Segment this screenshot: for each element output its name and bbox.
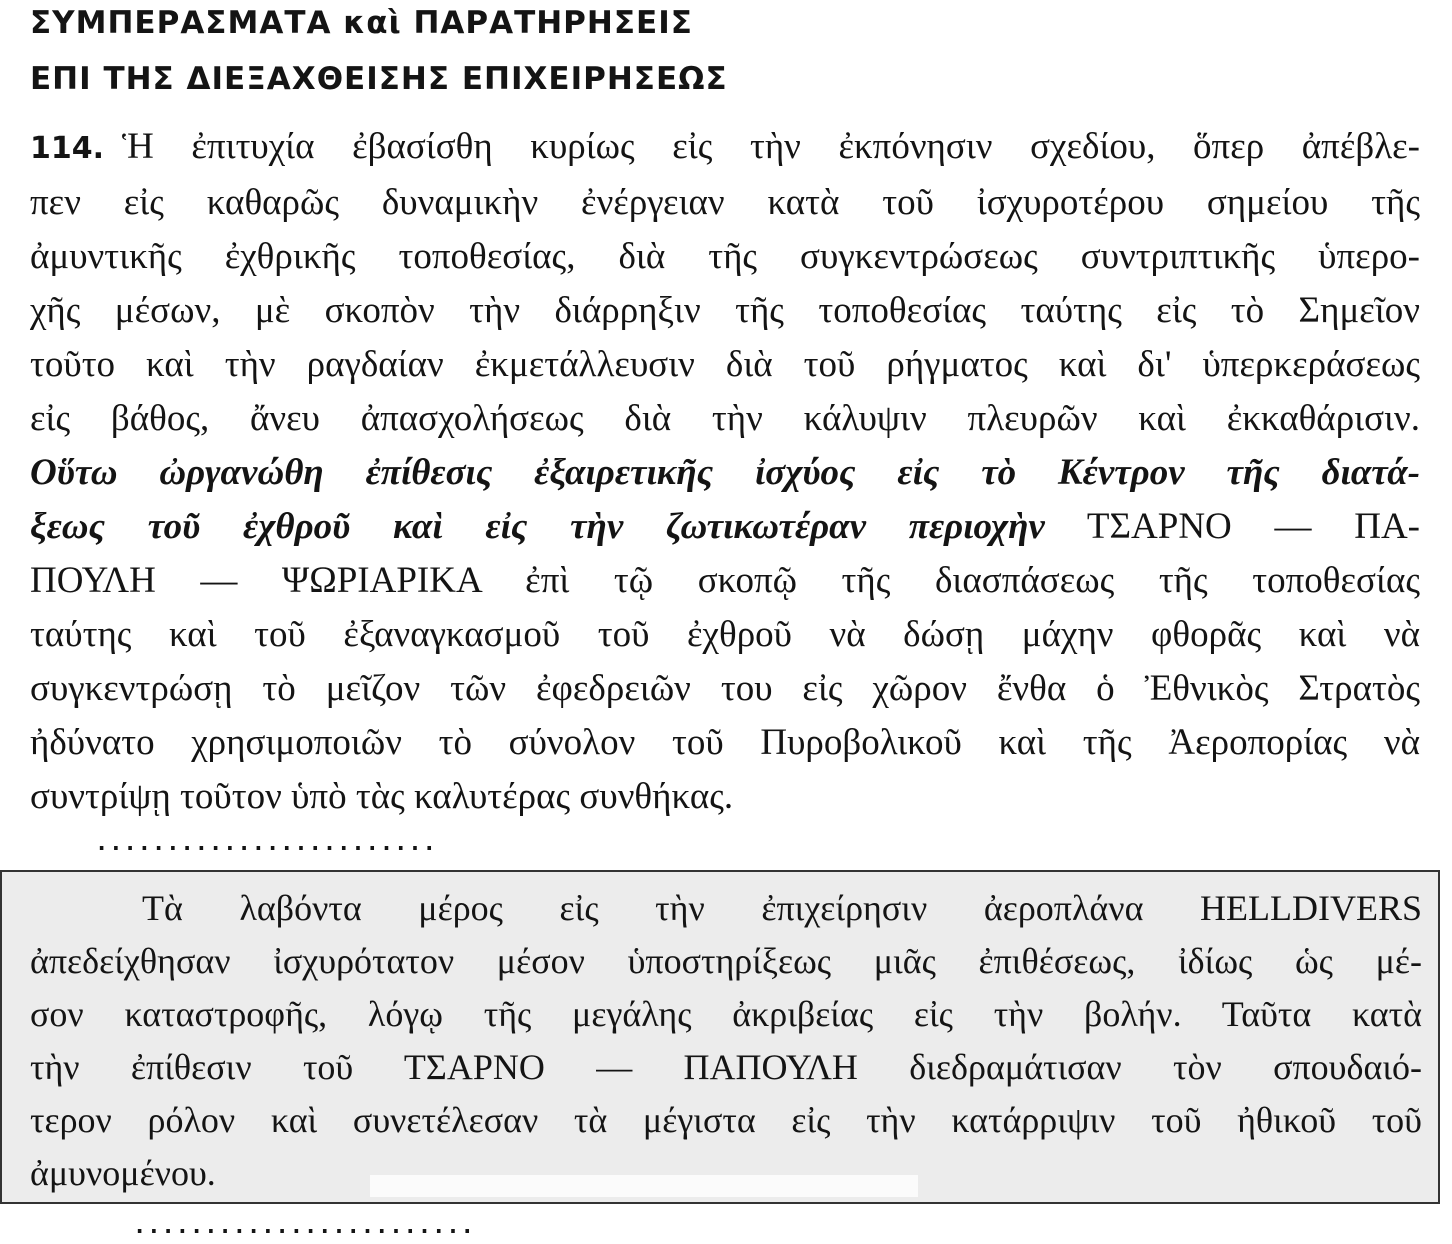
dotted-separator: ........................ bbox=[133, 1214, 475, 1239]
paragraph-line: συγκεντρώσῃ τὸ μεῖζον τῶν ἐφεδρειῶν του εἰς χῶρον ἔνθα ὁ Ἐθνικὸς Στρατὸς bbox=[30, 668, 1420, 709]
note-line: ἀπεδείχθησαν ἰσχυρότατον μέσον ὑποστηρίξεως μιᾶς ἐπιθέσεως, ἰδίως ὡς μέ- bbox=[30, 941, 1422, 981]
heading-line-2: ΕΠΙ ΤΗΣ ΔΙΕΞΑΧΘΕΙΣΗΣ ΕΠΙΧΕΙΡΗΣΕΩΣ bbox=[30, 61, 728, 97]
paragraph-line bbox=[30, 505, 1420, 549]
paragraph-line: εἰς βάθος, ἄνευ ἀπασχολήσεως διὰ τὴν κάλυψιν πλευρῶν καὶ ἐκκαθάρισιν. bbox=[30, 398, 1420, 439]
note-line: ἀμυνομένου. bbox=[30, 1153, 216, 1193]
paragraph-line: ἠδύνατο χρησιμοποιῶν τὸ σύνολον τοῦ Πυροβολικοῦ καὶ τῆς Ἀεροπορίας νὰ bbox=[30, 722, 1420, 763]
paragraph-number: 114. bbox=[30, 131, 105, 166]
paragraph-line-emphasis: Οὕτω ὠργανώθη ἐπίθεσις ἐξαιρετικῆς ἰσχύος εἰς τὸ Κέντρον τῆς διατά- bbox=[30, 452, 1420, 493]
scan-highlight-strip bbox=[370, 1175, 918, 1197]
heading-line-1: ΣΥΜΠΕΡΑΣΜΑΤΑ καὶ ΠΑΡΑΤΗΡΗΣΕΙΣ bbox=[30, 5, 693, 41]
paragraph-text: Ἡ ἐπιτυχία ἐβασίσθη κυρίως εἰς τὴν ἐκπόνησιν σχεδίου, ὅπερ ἀπέβλε- bbox=[122, 126, 1420, 167]
dotted-separator: ........................ bbox=[95, 831, 437, 856]
paragraph-line bbox=[30, 125, 1420, 171]
note-box bbox=[0, 870, 1440, 1204]
note-line: σον καταστροφῆς, λόγῳ τῆς μεγάλης ἀκριβείας εἰς τὴν βολήν. Ταῦτα κατὰ bbox=[30, 994, 1422, 1034]
note-line: Τὰ λαβόντα μέρος εἰς τὴν ἐπιχείρησιν ἀεροπλάνα HELLDIVERS bbox=[142, 888, 1422, 928]
paragraph-line: ΠΟΥΛΗ — ΨΩΡΙΑΡΙΚΑ ἐπὶ τῷ σκοπῷ τῆς διασπάσεως τῆς τοποθεσίας bbox=[30, 560, 1420, 601]
paragraph-emphasis: ξεως τοῦ ἐχθροῦ καὶ εἰς τὴν ζωτικωτέραν περιοχὴν bbox=[30, 506, 1045, 547]
paragraph-line: ἀμυντικῆς ἐχθρικῆς τοποθεσίας, διὰ τῆς συγκεντρώσεως συντριπτικῆς ὑπερο- bbox=[30, 236, 1420, 277]
note-line: τὴν ἐπίθεσιν τοῦ ΤΣΑΡΝΟ — ΠΑΠΟΥΛΗ διεδραμάτισαν τὸν σπουδαιό- bbox=[30, 1047, 1422, 1087]
paragraph-text: ΤΣΑΡΝΟ — ΠΑ- bbox=[1086, 506, 1420, 547]
paragraph-line: πεν εἰς καθαρῶς δυναμικὴν ἐνέργειαν κατὰ τοῦ ἰσχυροτέρου σημείου τῆς bbox=[30, 182, 1420, 223]
paragraph-line: ταύτης καὶ τοῦ ἐξαναγκασμοῦ τοῦ ἐχθροῦ νὰ δώσῃ μάχην φθορᾶς καὶ νὰ bbox=[30, 614, 1420, 655]
paragraph-line: τοῦτο καὶ τὴν ραγδαίαν ἐκμετάλλευσιν διὰ τοῦ ρήγματος καὶ δι' ὑπερκεράσεως bbox=[30, 344, 1420, 385]
note-line: τερον ρόλον καὶ συνετέλεσαν τὰ μέγιστα εἰς τὴν κατάρριψιν τοῦ ἠθικοῦ τοῦ bbox=[30, 1100, 1422, 1140]
paragraph-line: χῆς μέσων, μὲ σκοπὸν τὴν διάρρηξιν τῆς τοποθεσίας ταύτης εἰς τὸ Σημεῖον bbox=[30, 290, 1420, 331]
paragraph-line: συντρίψῃ τοῦτον ὑπὸ τὰς καλυτέρας συνθήκας. bbox=[30, 776, 734, 817]
